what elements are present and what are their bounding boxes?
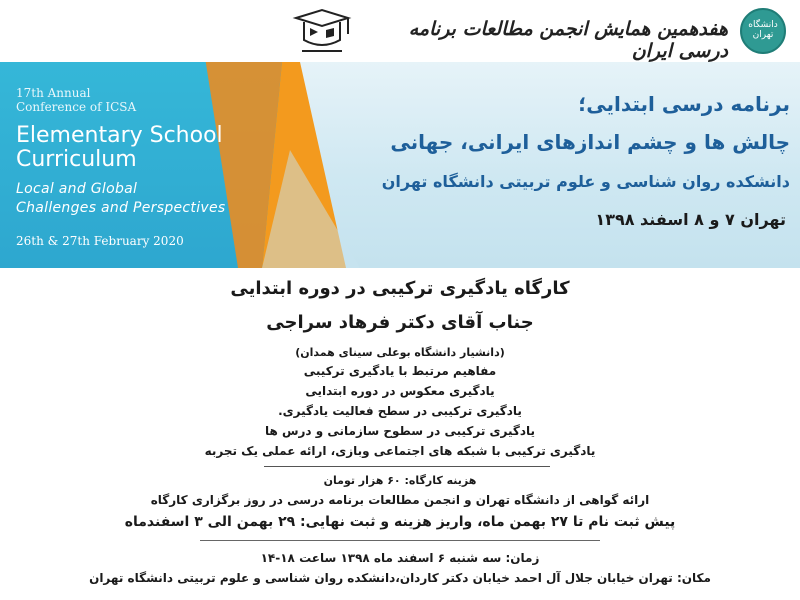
certificate-note: ارائه گواهی از دانشگاه تهران و انجمن مطالعات برنامه درسی در روز برگزاری کارگاه: [150, 493, 650, 507]
university-logo: [740, 8, 786, 54]
conference-edition-line2: Conference of ICSA: [16, 100, 137, 114]
conference-title-persian-line1: برنامه درسی ابتدایی؛: [578, 92, 790, 116]
conference-title-english: [16, 124, 223, 172]
header: [0, 0, 800, 62]
subtitle-en-line1: Local and Global: [16, 181, 138, 197]
conference-edition-line1: 17th Annual: [16, 86, 91, 100]
section-divider: [200, 540, 600, 541]
title-en-line2: Curriculum: [16, 147, 137, 172]
topic-item: یادگیری ترکیبی با شبکه های اجتماعی وبازی، ارائه عملی یک تجربه: [204, 444, 596, 458]
conference-date-persian: تهران ۷ و ۸ اسفند ۱۳۹۸: [595, 210, 786, 229]
registration-deadline: پیش ثبت نام تا ۲۷ بهمن ماه، واریز هزینه و ثبت نهایی: ۲۹ بهمن الی ۳ اسفندماه: [124, 514, 676, 530]
topic-item: یادگیری ترکیبی در سطوح سازمانی و درس ها: [264, 424, 536, 438]
topic-item: مفاهیم مرتبط با یادگیری ترکیبی: [303, 364, 497, 378]
conference-banner: [0, 62, 800, 268]
topic-item: یادگیری ترکیبی در سطح فعالیت یادگیری.: [278, 404, 522, 418]
section-divider: [264, 466, 550, 467]
university-logo-text: دانشگاه تهران: [748, 20, 778, 40]
topic-item: یادگیری معکوس در دوره ابتدایی: [305, 384, 495, 398]
conference-date-english: 26th & 27th February 2020: [16, 234, 184, 248]
host-faculty-persian: دانشکده روان شناسی و علوم تربیتی دانشگاه تهران: [381, 172, 790, 191]
conference-subtitle-english: [16, 180, 226, 218]
presenter-affiliation: (دانشیار دانشگاه بوعلی سینای همدان): [295, 346, 505, 359]
workshop-presenter: جناب آقای دکتر فرهاد سراجی: [266, 312, 534, 333]
workshop-place: مکان: تهران خیابان جلال آل احمد خیابان دکتر کاردان،دانشکده روان شناسی و علوم تربیتی دانشگاه تهران: [89, 571, 711, 585]
conference-header-title: هفدهمین همایش انجمن مطالعات برنامه درسی ایران: [408, 18, 728, 62]
workshop-title: کارگاه یادگیری ترکیبی در دوره ابتدایی: [230, 278, 570, 299]
subtitle-en-line2: Challenges and Perspectives: [16, 200, 226, 216]
association-logo-icon: [290, 6, 354, 58]
workshop-time: زمان: سه شنبه ۶ اسفند ماه ۱۳۹۸ ساعت ۱۸-۱۴: [260, 551, 540, 565]
conference-title-persian-line2: چالش ها و چشم اندازهای ایرانی، جهانی: [390, 130, 790, 154]
title-en-line1: Elementary School: [16, 123, 223, 148]
workshop-fee: هزینه کارگاه: ۶۰ هزار تومان: [323, 474, 477, 487]
